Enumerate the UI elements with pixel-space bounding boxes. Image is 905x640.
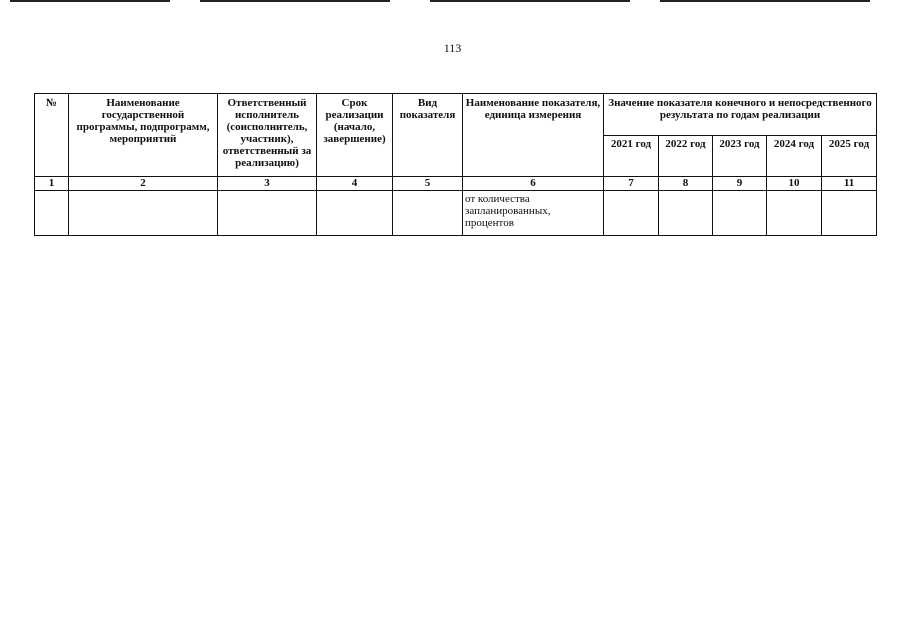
header-year: 2025 год (822, 135, 877, 177)
header-year: 2022 год (659, 135, 713, 177)
column-number: 9 (713, 177, 767, 191)
table-cell (659, 191, 713, 236)
table-cell (393, 191, 463, 236)
column-number: 3 (218, 177, 317, 191)
table-cell (822, 191, 877, 236)
column-number: 8 (659, 177, 713, 191)
column-number: 4 (317, 177, 393, 191)
table-cell (767, 191, 822, 236)
table-cell (69, 191, 218, 236)
column-number: 5 (393, 177, 463, 191)
header-year: 2023 год (713, 135, 767, 177)
header-number: № (35, 94, 69, 177)
header-year: 2024 год (767, 135, 822, 177)
column-number: 11 (822, 177, 877, 191)
column-number: 10 (767, 177, 822, 191)
header-executor: Ответственный исполнитель (соисполнитель, участник), ответственный за реализацию) (218, 94, 317, 177)
header-indicator-name: Наименование показателя, единица измерения (463, 94, 604, 177)
table-cell (604, 191, 659, 236)
header-indicator-type: Вид показателя (393, 94, 463, 177)
table-cell (317, 191, 393, 236)
page-number: 113 (443, 41, 462, 55)
table-cell (218, 191, 317, 236)
column-number: 7 (604, 177, 659, 191)
report-table (34, 93, 877, 236)
indicator-name-cell: от количества запланированных, процентов (463, 191, 604, 236)
header-program: Наименование государственной программы, подпрограмм, мероприятий (69, 94, 218, 177)
header-term: Срок реализации (начало, завершение) (317, 94, 393, 177)
column-number: 6 (463, 177, 604, 191)
column-number: 2 (69, 177, 218, 191)
table-cell (35, 191, 69, 236)
column-number: 1 (35, 177, 69, 191)
header-values-group: Значение показателя конечного и непосредственного результата по годам реализации (604, 94, 877, 136)
column-numbers-row (35, 177, 877, 191)
table-row (35, 191, 877, 236)
scan-top-edge (0, 0, 905, 6)
header-year: 2021 год (604, 135, 659, 177)
table-cell (713, 191, 767, 236)
